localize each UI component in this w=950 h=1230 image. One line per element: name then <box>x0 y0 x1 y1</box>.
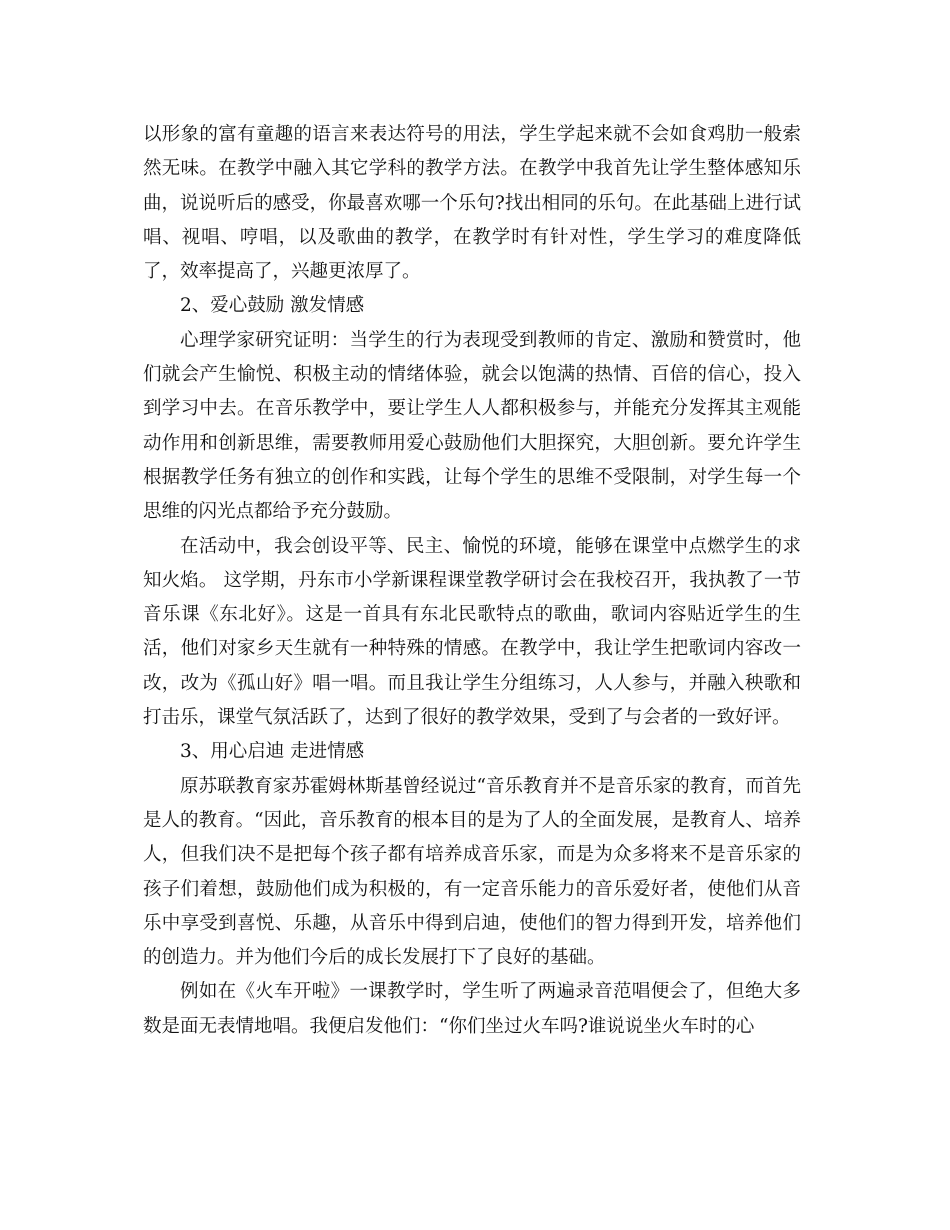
paragraph-continuation: 以形象的富有童趣的语言来表达符号的用法，学生学起来就不会如食鸡肋一般索然无味。在教学中融入其它学科的教学方法。在教学中我首先让学生整体感知乐曲，说说听后的感受，你最喜欢哪一个乐句?找出相同的乐句。在此基础上进行试唱、视唱、哼唱，以及歌曲的教学，在教学时有针对性，学生学习的难度降低了，效率提高了，兴趣更浓厚了。 <box>143 124 801 283</box>
section-heading-2: 2、爱心鼓励 激发情感 <box>180 295 365 317</box>
document-body <box>143 118 801 1044</box>
paragraph-sukhomlinsky: 原苏联教育家苏霍姆林斯基曾经说过“音乐教育并不是音乐家的教育，而首先是人的教育。“因此，音乐教育的根本目的是为了人的全面发展，是教育人、培养人，但我们决不是把每个孩子都有培养成音乐家，而是为众多将来不是音乐家的孩子们着想，鼓励他们成为积极的，有一定音乐能力的音乐爱好者，使他们从音乐中享受到喜悦、乐趣，从音乐中得到启迪，使他们的智力得到开发，培养他们的创造力。并为他们今后的成长发展打下了良好的基础。 <box>143 775 801 969</box>
paragraph-train-example: 例如在《火车开啦》一课教学时，学生听了两遍录音范唱便会了，但绝大多数是面无表情地唱。我便启发他们：“你们坐过火车吗?谁说说坐火车时的心 <box>143 981 801 1037</box>
section-heading-3: 3、用心启迪 走进情感 <box>180 741 365 763</box>
paragraph-psychology: 心理学家研究证明：当学生的行为表现受到教师的肯定、激励和赞赏时，他们就会产生愉悦、积极主动的情绪体验，就会以饱满的热情、百倍的信心，投入到学习中去。在音乐教学中，要让学生人人都积极参与，并能充分发挥其主观能动作用和创新思维，需要教师用爱心鼓励他们大胆探究，大胆创新。要允许学生根据教学任务有独立的创作和实践，让每个学生的思维不受限制，对学生每一个思维的闪光点都给予充分鼓励。 <box>143 329 801 523</box>
paragraph-activity: 在活动中，我会创设平等、民主、愉悦的环境，能够在课堂中点燃学生的求知火焰。 这学期，丹东市小学新课程课堂教学研讨会在我校召开，我执教了一节音乐课《东北好》。这是一首具有东北民歌特点的歌曲，歌词内容贴近学生的生活，他们对家乡天生就有一种特殊的情感。在教学中，我让学生把歌词内容改一改，改为《孤山好》唱一唱。而且我让学生分组练习，人人参与，并融入秧歌和打击乐，课堂气氛活跃了，达到了很好的教学效果，受到了与会者的一致好评。 <box>143 535 801 729</box>
